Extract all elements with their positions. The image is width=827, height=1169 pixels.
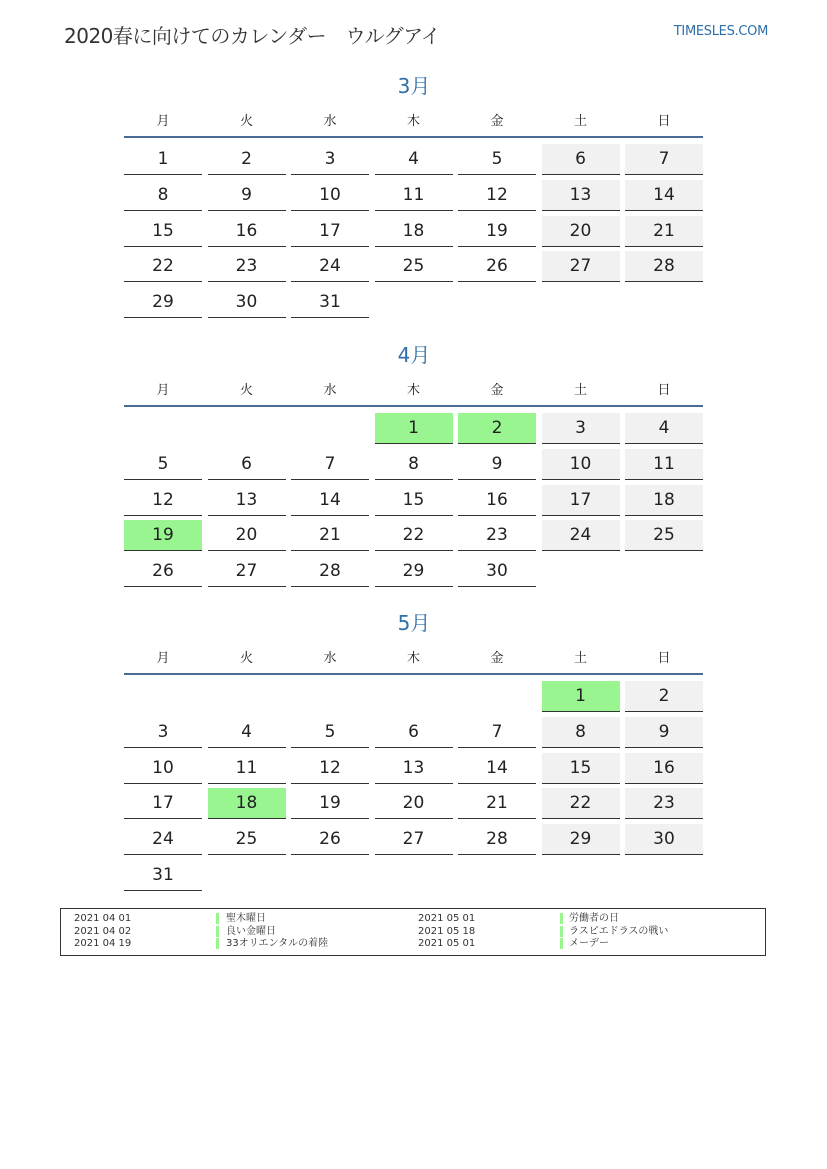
day-cell[interactable]: 25	[208, 824, 286, 855]
day-cell[interactable]: 27	[375, 824, 453, 855]
day-cell[interactable]: 6	[542, 144, 620, 175]
day-cell[interactable]: 17	[542, 485, 620, 516]
weekday-label: 木	[406, 383, 420, 398]
weekday-label: 火	[239, 114, 253, 129]
weekday-label: 月	[156, 383, 170, 398]
header-divider	[124, 405, 703, 407]
day-cell[interactable]: 11	[375, 180, 453, 211]
weekday-label: 金	[490, 651, 504, 666]
day-cell[interactable]: 14	[291, 485, 369, 516]
legend-row	[61, 926, 765, 938]
month-title: 5月	[397, 611, 431, 635]
month-title: 3月	[397, 74, 431, 98]
legend-date: 2021 04 19	[74, 938, 132, 949]
legend-row	[61, 938, 765, 950]
day-cell[interactable]: 10	[291, 180, 369, 211]
day-cell[interactable]: 26	[291, 824, 369, 855]
day-cell[interactable]: 6	[208, 449, 286, 480]
legend-marker	[560, 938, 563, 949]
day-cell[interactable]: 21	[458, 788, 536, 819]
day-cell[interactable]: 7	[291, 449, 369, 480]
day-cell[interactable]: 18	[208, 788, 286, 819]
day-cell[interactable]: 29	[542, 824, 620, 855]
legend-holiday-name: 33オリエンタルの着陸	[226, 938, 329, 949]
header-divider	[124, 136, 703, 138]
day-cell[interactable]: 18	[625, 485, 703, 516]
day-cell[interactable]: 28	[625, 251, 703, 282]
day-cell[interactable]: 15	[542, 753, 620, 784]
month-title: 4月	[397, 343, 431, 367]
day-cell[interactable]: 18	[375, 216, 453, 247]
day-cell[interactable]: 17	[124, 788, 202, 819]
day-cell[interactable]: 10	[542, 449, 620, 480]
weekday-label: 土	[573, 383, 587, 398]
legend-date: 2021 05 01	[418, 938, 476, 949]
day-cell[interactable]: 10	[124, 753, 202, 784]
day-cell[interactable]: 13	[208, 485, 286, 516]
legend-holiday-name: メーデー	[569, 938, 609, 949]
day-cell[interactable]: 27	[208, 556, 286, 587]
day-cell[interactable]: 26	[458, 251, 536, 282]
weekday-label: 金	[490, 383, 504, 398]
weekday-label: 日	[657, 114, 671, 129]
legend-marker	[560, 913, 563, 924]
legend-date: 2021 05 01	[418, 913, 476, 924]
day-cell[interactable]: 23	[625, 788, 703, 819]
day-cell[interactable]: 5	[124, 449, 202, 480]
day-cell[interactable]: 23	[208, 251, 286, 282]
day-cell[interactable]: 9	[208, 180, 286, 211]
day-cell[interactable]: 5	[291, 717, 369, 748]
weekday-label: 金	[490, 114, 504, 129]
day-cell[interactable]: 16	[458, 485, 536, 516]
day-cell[interactable]: 8	[375, 449, 453, 480]
day-cell[interactable]: 20	[542, 216, 620, 247]
day-cell[interactable]: 26	[124, 556, 202, 587]
day-cell[interactable]: 20	[375, 788, 453, 819]
day-cell[interactable]: 19	[124, 520, 202, 551]
day-cell[interactable]: 2	[208, 144, 286, 175]
legend-date: 2021 04 01	[74, 913, 132, 924]
day-cell[interactable]: 4	[375, 144, 453, 175]
day-cell[interactable]: 3	[291, 144, 369, 175]
day-cell[interactable]: 11	[208, 753, 286, 784]
legend-date: 2021 04 02	[74, 925, 132, 937]
day-cell[interactable]: 12	[124, 485, 202, 516]
day-cell[interactable]: 8	[542, 717, 620, 748]
day-cell[interactable]: 21	[291, 520, 369, 551]
day-cell[interactable]: 22	[124, 251, 202, 282]
day-cell[interactable]: 2	[625, 681, 703, 712]
legend-holiday-name: ラスピエドラスの戦い	[569, 925, 669, 937]
page-title: 2020春に向けてのカレンダー ウルグアイ	[64, 24, 441, 48]
day-cell[interactable]: 28	[291, 556, 369, 587]
weekday-label: 木	[406, 114, 420, 129]
day-cell[interactable]: 29	[375, 556, 453, 587]
weekday-label: 土	[573, 114, 587, 129]
weekday-label: 火	[239, 383, 253, 398]
day-cell[interactable]: 9	[458, 449, 536, 480]
day-cell[interactable]: 19	[291, 788, 369, 819]
legend-date: 2021 05 18	[418, 925, 476, 937]
day-cell[interactable]: 17	[291, 216, 369, 247]
day-cell[interactable]: 27	[542, 251, 620, 282]
day-cell[interactable]: 3	[124, 717, 202, 748]
day-cell[interactable]: 14	[458, 753, 536, 784]
site-name[interactable]: TIMESLES.COM	[673, 24, 768, 39]
day-cell[interactable]: 24	[291, 251, 369, 282]
day-cell[interactable]: 23	[458, 520, 536, 551]
day-cell[interactable]: 4	[208, 717, 286, 748]
day-cell[interactable]: 14	[625, 180, 703, 211]
day-cell[interactable]: 31	[124, 860, 202, 891]
day-cell[interactable]: 5	[458, 144, 536, 175]
day-cell[interactable]: 13	[375, 753, 453, 784]
day-cell[interactable]: 20	[208, 520, 286, 551]
header-divider	[124, 673, 703, 675]
day-cell[interactable]: 24	[542, 520, 620, 551]
weekday-label: 土	[573, 651, 587, 666]
day-cell[interactable]: 1	[375, 413, 453, 444]
legend-holiday-name: 良い金曜日	[226, 925, 276, 937]
day-cell[interactable]: 7	[625, 144, 703, 175]
day-cell[interactable]: 30	[625, 824, 703, 855]
day-cell[interactable]: 15	[124, 216, 202, 247]
day-cell[interactable]: 21	[625, 216, 703, 247]
weekday-label: 月	[156, 651, 170, 666]
day-cell[interactable]: 4	[625, 413, 703, 444]
weekday-label: 月	[156, 114, 170, 129]
day-cell[interactable]: 29	[124, 287, 202, 318]
day-cell[interactable]: 25	[375, 251, 453, 282]
legend-row	[61, 913, 765, 925]
legend-holiday-name: 労働者の日	[569, 913, 619, 924]
day-cell[interactable]: 9	[625, 717, 703, 748]
weekday-label: 火	[239, 651, 253, 666]
day-cell[interactable]: 15	[375, 485, 453, 516]
day-cell[interactable]: 7	[458, 717, 536, 748]
weekday-label: 日	[657, 383, 671, 398]
day-cell[interactable]: 13	[542, 180, 620, 211]
day-cell[interactable]: 30	[458, 556, 536, 587]
weekday-label: 水	[323, 114, 337, 129]
day-cell[interactable]: 31	[291, 287, 369, 318]
day-cell[interactable]: 1	[542, 681, 620, 712]
legend-marker	[560, 926, 563, 937]
day-cell[interactable]: 25	[625, 520, 703, 551]
day-cell[interactable]: 22	[375, 520, 453, 551]
day-cell[interactable]: 8	[124, 180, 202, 211]
legend-holiday-name: 聖木曜日	[226, 913, 266, 924]
day-cell[interactable]: 6	[375, 717, 453, 748]
weekday-label: 水	[323, 383, 337, 398]
day-cell[interactable]: 19	[458, 216, 536, 247]
day-cell[interactable]: 28	[458, 824, 536, 855]
day-cell[interactable]: 12	[291, 753, 369, 784]
day-cell[interactable]: 24	[124, 824, 202, 855]
day-cell[interactable]: 12	[458, 180, 536, 211]
day-cell[interactable]: 11	[625, 449, 703, 480]
day-cell[interactable]: 22	[542, 788, 620, 819]
day-cell[interactable]: 3	[542, 413, 620, 444]
day-cell[interactable]: 30	[208, 287, 286, 318]
day-cell[interactable]: 1	[124, 144, 202, 175]
day-cell[interactable]: 16	[625, 753, 703, 784]
day-cell[interactable]: 2	[458, 413, 536, 444]
weekday-label: 日	[657, 651, 671, 666]
holiday-legend	[60, 908, 766, 956]
weekday-label: 水	[323, 651, 337, 666]
weekday-label: 木	[406, 651, 420, 666]
day-cell[interactable]: 16	[208, 216, 286, 247]
